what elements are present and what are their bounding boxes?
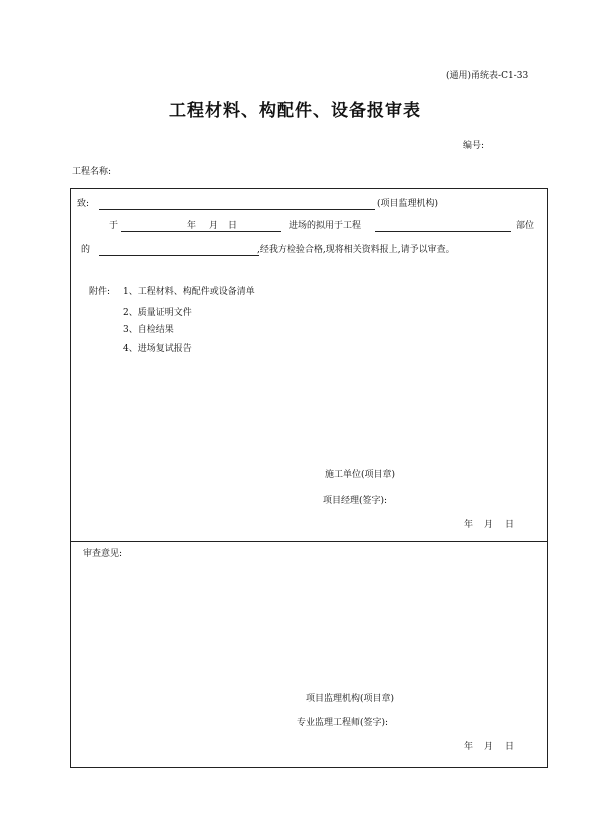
attachment-item: 4、进场复试报告	[123, 344, 192, 354]
supervision-org-blank[interactable]	[99, 209, 375, 210]
de-label: 的	[81, 245, 91, 255]
opinion-label: 审查意见:	[83, 549, 123, 559]
entry-month-label: 月	[209, 221, 219, 231]
attachment-item: 2、质量证明文件	[123, 308, 192, 318]
project-name-label: 工程名称:	[72, 167, 112, 177]
serial-number-label: 编号:	[463, 141, 485, 151]
entry-text: 进场的拟用于工程	[289, 221, 362, 231]
check-text: ,经我方检验合格,现将相关资料报上,请予以审查。	[257, 245, 455, 255]
section-divider	[71, 541, 547, 542]
entry-date-blank[interactable]	[121, 231, 281, 232]
entry-day-label: 日	[228, 221, 238, 231]
part-label: 部位	[516, 221, 535, 231]
supervising-engineer-label: 专业监理工程师(签字):	[297, 718, 389, 728]
form-code: (通用)甬统表-C1-33	[446, 71, 529, 81]
attachments-label: 附件:	[89, 287, 111, 297]
project-manager-label: 项目经理(签字):	[323, 496, 388, 506]
entry-year-label: 年	[187, 221, 197, 231]
attachment-item: 1、工程材料、构配件或设备清单	[123, 287, 255, 297]
project-part-blank[interactable]	[375, 231, 511, 232]
sign-date-month: 月	[484, 520, 494, 530]
review-date-year: 年	[464, 742, 474, 752]
supervision-org-label: 项目监理机构(项目章)	[306, 694, 395, 704]
sign-date-year: 年	[464, 520, 474, 530]
material-name-blank[interactable]	[99, 255, 259, 256]
page-title: 工程材料、构配件、设备报审表	[169, 101, 421, 121]
form-box	[70, 188, 548, 768]
sign-date-day: 日	[505, 520, 515, 530]
to-label: 致:	[77, 199, 90, 209]
review-date-day: 日	[505, 742, 515, 752]
yu-label: 于	[109, 221, 119, 231]
review-date-month: 月	[484, 742, 494, 752]
contractor-label: 施工单位(项目章)	[325, 470, 396, 480]
attachment-item: 3、自检结果	[123, 325, 174, 335]
to-suffix: (项目监理机构)	[377, 199, 439, 209]
